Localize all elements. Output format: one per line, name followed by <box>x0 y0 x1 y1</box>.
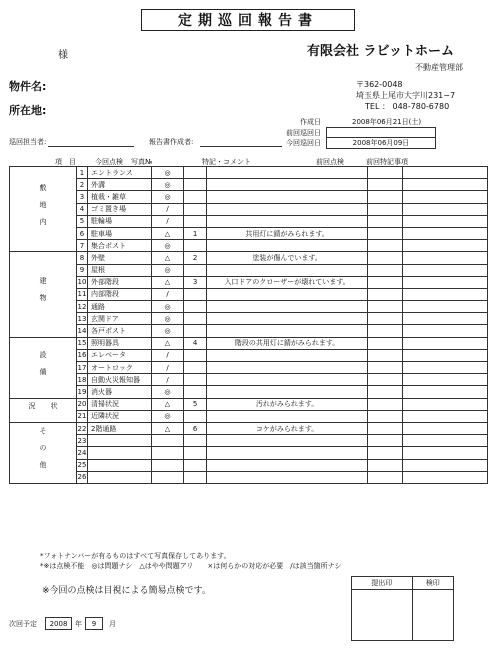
row-number: 15 <box>77 337 88 349</box>
table-row <box>10 459 488 471</box>
row-number: 6 <box>77 227 88 239</box>
photo-number <box>184 301 207 313</box>
item-name: エレベータ <box>87 349 151 361</box>
row-number: 14 <box>77 325 88 337</box>
item-name: 自動火災報知器 <box>87 374 151 386</box>
previous-notes <box>402 191 487 203</box>
report-author-line <box>200 146 282 147</box>
row-number: 24 <box>77 447 88 459</box>
current-check-result: △ <box>151 422 184 434</box>
current-check-result: △ <box>151 337 184 349</box>
comment <box>206 410 367 422</box>
row-number: 16 <box>77 349 88 361</box>
current-check-result: ◎ <box>151 386 184 398</box>
stamp-box <box>351 576 454 641</box>
table-row <box>10 252 488 264</box>
comment <box>206 215 367 227</box>
previous-check <box>368 410 402 422</box>
comment <box>206 301 367 313</box>
previous-notes <box>402 410 487 422</box>
previous-notes <box>402 301 487 313</box>
next-year-value: 2008 <box>49 619 68 628</box>
table-row <box>10 191 488 203</box>
current-check-result: ◎ <box>151 410 184 422</box>
company-address: 埼玉県上尾市大字川231−7 <box>356 91 456 100</box>
photo-number <box>184 435 207 447</box>
row-number: 11 <box>77 288 88 300</box>
item-name: 屋根 <box>87 264 151 276</box>
previous-check <box>368 264 402 276</box>
item-name <box>87 435 151 447</box>
photo-number: 6 <box>184 422 207 434</box>
comment: 塗装が傷んでいます。 <box>206 252 367 264</box>
row-number: 19 <box>77 386 88 398</box>
photo-number <box>184 167 207 179</box>
item-name: 近隣状況 <box>87 410 151 422</box>
previous-notes <box>402 276 487 288</box>
col-header-photo-no: 写真№ <box>131 158 153 166</box>
photo-number: 2 <box>184 252 207 264</box>
current-check-result: ◎ <box>151 179 184 191</box>
photo-number <box>184 325 207 337</box>
photo-number <box>184 313 207 325</box>
current-check-result: △ <box>151 276 184 288</box>
current-check-result: ◎ <box>151 264 184 276</box>
previous-notes <box>402 374 487 386</box>
photo-number <box>184 215 207 227</box>
previous-notes <box>402 240 487 252</box>
comment <box>206 240 367 252</box>
row-number: 3 <box>77 191 88 203</box>
current-check-result: ◎ <box>151 167 184 179</box>
item-name: 集合ポスト <box>87 240 151 252</box>
item-name <box>87 447 151 459</box>
col-header-item: 項 目 <box>55 158 76 166</box>
item-name: 外部階段 <box>87 276 151 288</box>
comment <box>206 471 367 483</box>
photo-number <box>184 264 207 276</box>
comment <box>206 313 367 325</box>
previous-check <box>368 349 402 361</box>
table-row <box>10 240 488 252</box>
table-row <box>10 362 488 374</box>
row-number: 5 <box>77 215 88 227</box>
comment: 共用灯に錆がみられます。 <box>206 227 367 239</box>
photo-number <box>184 386 207 398</box>
item-name: ゴミ置き場 <box>87 203 151 215</box>
current-check-result: ◎ <box>151 191 184 203</box>
col-header-comment: 特記・コメント <box>202 158 251 166</box>
previous-notes <box>402 422 487 434</box>
item-name: 外溝 <box>87 179 151 191</box>
col-header-current-check: 今回点検 <box>95 158 123 166</box>
submitter-stamp-area <box>352 590 413 641</box>
previous-notes <box>402 313 487 325</box>
previous-check <box>368 386 402 398</box>
item-name: 内部階段 <box>87 288 151 300</box>
table-row <box>10 337 488 349</box>
row-number: 22 <box>77 422 88 434</box>
photo-number <box>184 203 207 215</box>
table-row <box>10 398 488 410</box>
table-row <box>10 179 488 191</box>
item-name: 駐輪場 <box>87 215 151 227</box>
previous-patrol-label: 前回巡回日 <box>286 129 321 137</box>
created-date-label: 作成日 <box>300 118 321 126</box>
table-row <box>10 313 488 325</box>
comment: コケがみられます。 <box>206 422 367 434</box>
row-number: 26 <box>77 471 88 483</box>
previous-check <box>368 447 402 459</box>
row-number: 17 <box>77 362 88 374</box>
current-check-result: ◎ <box>151 240 184 252</box>
photo-number <box>184 471 207 483</box>
row-number: 4 <box>77 203 88 215</box>
row-number: 10 <box>77 276 88 288</box>
comment <box>206 447 367 459</box>
year-unit: 年 <box>75 620 82 628</box>
patrol-staff-line <box>48 146 134 147</box>
comment <box>206 362 367 374</box>
note-legend: *※は点検不能 ◎は問題ナシ △はやや問題アリ ×は何らかの対応が必要 /は該当箇所ナシ <box>40 562 342 570</box>
previous-notes <box>402 203 487 215</box>
item-name: 照明器具 <box>87 337 151 349</box>
table-row <box>10 301 488 313</box>
company-tel: TEL ： 048-780-6780 <box>365 102 450 111</box>
current-check-result <box>151 435 184 447</box>
previous-notes <box>402 398 487 410</box>
row-number: 13 <box>77 313 88 325</box>
photo-number <box>184 179 207 191</box>
previous-check <box>368 179 402 191</box>
category-label: 状況 <box>10 398 77 422</box>
item-name: 消火器 <box>87 386 151 398</box>
previous-notes <box>402 215 487 227</box>
previous-notes <box>402 179 487 191</box>
table-row <box>10 386 488 398</box>
current-check-result: △ <box>151 398 184 410</box>
current-check-result: / <box>151 362 184 374</box>
table-row <box>10 215 488 227</box>
previous-notes <box>402 447 487 459</box>
current-check-result: / <box>151 215 184 227</box>
next-year-field <box>45 617 72 630</box>
created-date-value: 2008年06月21日(土) <box>352 118 422 126</box>
inspection-table <box>9 166 488 484</box>
previous-notes <box>402 386 487 398</box>
comment <box>206 374 367 386</box>
previous-check <box>368 398 402 410</box>
previous-check <box>368 167 402 179</box>
table-row <box>10 276 488 288</box>
category-label: その他 <box>10 422 77 483</box>
comment <box>206 191 367 203</box>
comment <box>206 264 367 276</box>
table-row <box>10 264 488 276</box>
previous-check <box>368 203 402 215</box>
item-name: エントランス <box>87 167 151 179</box>
next-month-value: 9 <box>91 619 97 628</box>
comment <box>206 459 367 471</box>
comment <box>206 386 367 398</box>
comment: 階段の共用灯に錆がみられます。 <box>206 337 367 349</box>
row-number: 20 <box>77 398 88 410</box>
photo-number: 1 <box>184 227 207 239</box>
item-name: 清掃状況 <box>87 398 151 410</box>
note-visual-inspection: ※今回の点検は目視による簡易点検です。 <box>42 586 211 596</box>
comment: 入口ドアのクローザーが壊れています。 <box>206 276 367 288</box>
property-name-label: 物件名: <box>9 80 47 93</box>
previous-check <box>368 191 402 203</box>
previous-check <box>368 337 402 349</box>
previous-notes <box>402 362 487 374</box>
table-row <box>10 435 488 447</box>
table-row <box>10 410 488 422</box>
page-title: 定期巡回報告書 <box>141 9 355 31</box>
previous-notes <box>402 227 487 239</box>
previous-check <box>368 422 402 434</box>
previous-check <box>368 313 402 325</box>
previous-notes <box>402 349 487 361</box>
company-name: 有限会社 ラビットホーム <box>307 44 455 59</box>
table-row <box>10 349 488 361</box>
table-row <box>10 288 488 300</box>
row-number: 9 <box>77 264 88 276</box>
item-name: オートロック <box>87 362 151 374</box>
previous-check <box>368 362 402 374</box>
row-number: 21 <box>77 410 88 422</box>
comment <box>206 203 367 215</box>
table-row <box>10 422 488 434</box>
photo-number: 3 <box>184 276 207 288</box>
current-check-result: ◎ <box>151 313 184 325</box>
row-number: 25 <box>77 459 88 471</box>
photo-number <box>184 410 207 422</box>
current-check-result: ◎ <box>151 301 184 313</box>
next-month-field <box>85 617 103 630</box>
table-row <box>10 374 488 386</box>
address-label: 所在地: <box>9 104 47 117</box>
previous-check <box>368 374 402 386</box>
item-name: 外壁 <box>87 252 151 264</box>
previous-check <box>368 325 402 337</box>
row-number: 1 <box>77 167 88 179</box>
current-check-result: / <box>151 288 184 300</box>
previous-check <box>368 215 402 227</box>
comment: 汚れがみられます。 <box>206 398 367 410</box>
photo-number <box>184 374 207 386</box>
current-check-result: / <box>151 203 184 215</box>
table-row <box>10 471 488 483</box>
photo-number: 4 <box>184 337 207 349</box>
row-number: 7 <box>77 240 88 252</box>
postal-code: 〒362-0048 <box>356 80 403 89</box>
previous-notes <box>402 337 487 349</box>
current-check-result <box>151 459 184 471</box>
photo-number <box>184 240 207 252</box>
previous-check <box>368 288 402 300</box>
current-check-result: / <box>151 374 184 386</box>
current-check-result <box>151 447 184 459</box>
note-photo: *フォトナンバーが有るものはすべて写真保存してあります。 <box>40 552 231 560</box>
previous-notes <box>402 252 487 264</box>
item-name <box>87 459 151 471</box>
table-row <box>10 167 488 179</box>
table-row <box>10 203 488 215</box>
photo-number <box>184 349 207 361</box>
photo-number <box>184 191 207 203</box>
category-label: 建物 <box>10 252 77 337</box>
item-name: 通路 <box>87 301 151 313</box>
inspector-stamp-area <box>412 590 453 641</box>
patrol-staff-label: 巡回担当者: <box>9 138 47 146</box>
previous-check <box>368 240 402 252</box>
previous-check <box>368 471 402 483</box>
table-row <box>10 227 488 239</box>
previous-check <box>368 276 402 288</box>
table-row <box>10 447 488 459</box>
item-name: 駐車場 <box>87 227 151 239</box>
previous-notes <box>402 288 487 300</box>
category-label: 敷地内 <box>10 167 77 252</box>
photo-number <box>184 362 207 374</box>
comment <box>206 325 367 337</box>
previous-notes <box>402 325 487 337</box>
previous-notes <box>402 264 487 276</box>
table-row <box>10 325 488 337</box>
comment <box>206 167 367 179</box>
col-header-previous-notes: 前回特記事項 <box>366 158 408 166</box>
current-check-result: ◎ <box>151 325 184 337</box>
current-check-result: △ <box>151 252 184 264</box>
previous-check <box>368 252 402 264</box>
next-schedule-label: 次回予定 <box>9 620 37 628</box>
previous-notes <box>402 435 487 447</box>
item-name <box>87 471 151 483</box>
photo-number <box>184 288 207 300</box>
comment <box>206 349 367 361</box>
previous-notes <box>402 459 487 471</box>
comment <box>206 179 367 191</box>
current-patrol-value: 2008年06月09日 <box>352 139 410 147</box>
col-header-previous-check: 前回点検 <box>316 158 344 166</box>
previous-check <box>368 435 402 447</box>
current-check-result: / <box>151 349 184 361</box>
current-check-result: △ <box>151 227 184 239</box>
row-number: 23 <box>77 435 88 447</box>
current-patrol-box <box>326 137 436 149</box>
item-name: 各戸ポスト <box>87 325 151 337</box>
current-check-result <box>151 471 184 483</box>
department: 不動産管理部 <box>415 63 463 72</box>
photo-number: 5 <box>184 398 207 410</box>
previous-check <box>368 459 402 471</box>
recipient-suffix: 様 <box>58 50 68 61</box>
row-number: 2 <box>77 179 88 191</box>
item-name: 玄関ドア <box>87 313 151 325</box>
category-label: 設備 <box>10 337 77 398</box>
current-patrol-label: 今回巡回日 <box>286 139 321 147</box>
previous-check <box>368 301 402 313</box>
comment <box>206 435 367 447</box>
comment <box>206 288 367 300</box>
row-number: 12 <box>77 301 88 313</box>
submitter-stamp-header: 提出印 <box>352 577 413 590</box>
photo-number <box>184 459 207 471</box>
row-number: 18 <box>77 374 88 386</box>
inspector-stamp-header: 検印 <box>412 577 453 590</box>
previous-notes <box>402 471 487 483</box>
report-author-label: 報告書作成者: <box>149 138 194 146</box>
item-name: 植栽・雑草 <box>87 191 151 203</box>
row-number: 8 <box>77 252 88 264</box>
previous-notes <box>402 167 487 179</box>
previous-check <box>368 227 402 239</box>
month-unit: 月 <box>109 620 116 628</box>
item-name: 2階通路 <box>87 422 151 434</box>
photo-number <box>184 447 207 459</box>
